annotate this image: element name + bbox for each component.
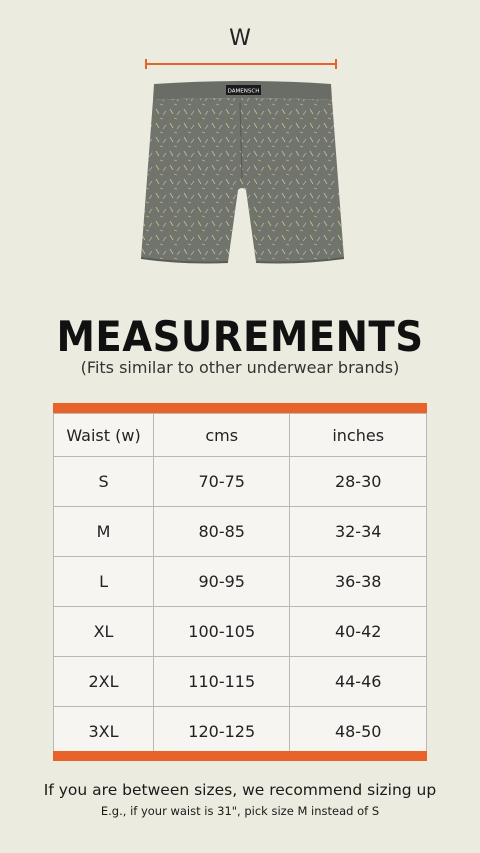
table-bottom-accent-bar bbox=[53, 751, 427, 761]
size-chart-table bbox=[53, 403, 427, 761]
size-cell: M bbox=[54, 507, 154, 557]
column-header-waist: Waist (w) bbox=[54, 414, 154, 457]
table-header-row bbox=[54, 414, 427, 457]
table-row bbox=[54, 607, 427, 657]
table-row bbox=[54, 507, 427, 557]
inches-cell: 28-30 bbox=[290, 457, 427, 507]
cms-cell: 90-95 bbox=[154, 557, 290, 607]
sizing-advice-text: If you are between sizes, we recommend sizing up bbox=[43, 781, 437, 799]
sizing-example-text: E.g., if your waist is 31", pick size M instead of S bbox=[100, 804, 380, 818]
brand-tag-text: DAMENSCH bbox=[227, 88, 260, 95]
size-cell: S bbox=[54, 457, 154, 507]
cms-cell: 120-125 bbox=[154, 707, 290, 757]
boxer-shorts-image bbox=[140, 78, 345, 270]
inches-cell: 40-42 bbox=[290, 607, 427, 657]
inches-cell: 36-38 bbox=[290, 557, 427, 607]
size-cell: 3XL bbox=[54, 707, 154, 757]
table-row bbox=[54, 557, 427, 607]
inches-cell: 44-46 bbox=[290, 657, 427, 707]
table-row bbox=[54, 457, 427, 507]
table-row bbox=[54, 707, 427, 757]
table-top-accent-bar bbox=[53, 403, 427, 413]
cms-cell: 70-75 bbox=[154, 457, 290, 507]
inches-cell: 32-34 bbox=[290, 507, 427, 557]
size-cell: 2XL bbox=[54, 657, 154, 707]
table-row bbox=[54, 657, 427, 707]
waist-measure-line bbox=[145, 58, 337, 70]
inches-cell: 48-50 bbox=[290, 707, 427, 757]
waist-width-label: W bbox=[229, 26, 251, 51]
column-header-cms: cms bbox=[154, 414, 290, 457]
page-title: MEASUREMENTS bbox=[56, 312, 424, 361]
size-cell: L bbox=[54, 557, 154, 607]
cms-cell: 100-105 bbox=[154, 607, 290, 657]
size-cell: XL bbox=[54, 607, 154, 657]
cms-cell: 80-85 bbox=[154, 507, 290, 557]
column-header-inches: inches bbox=[290, 414, 427, 457]
cms-cell: 110-115 bbox=[154, 657, 290, 707]
page-subtitle: (Fits similar to other underwear brands) bbox=[80, 358, 400, 377]
